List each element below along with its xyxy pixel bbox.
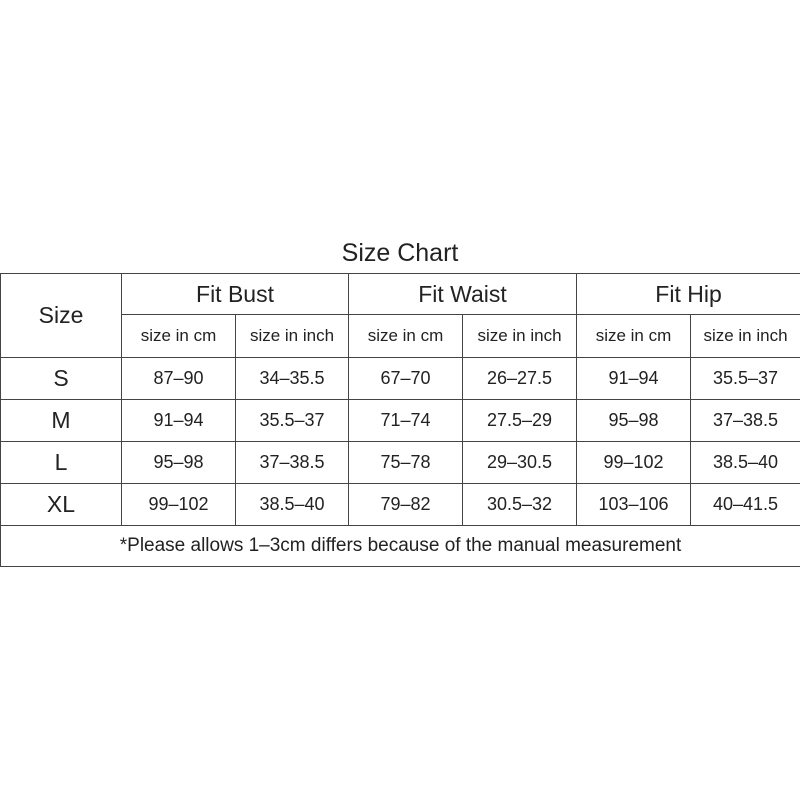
header-unit: size in cm (577, 315, 691, 358)
table-row (1, 442, 800, 484)
table-cell: 35.5–37 (236, 400, 349, 442)
table-cell: 103–106 (577, 484, 691, 526)
table-row (1, 358, 800, 400)
header-fit-bust: Fit Bust (122, 274, 349, 315)
header-unit: size in inch (691, 315, 800, 358)
table-cell: 37–38.5 (236, 442, 349, 484)
note-row (1, 526, 800, 567)
table-cell: 95–98 (122, 442, 236, 484)
header-unit: size in cm (122, 315, 236, 358)
row-size: M (1, 400, 122, 442)
row-size: XL (1, 484, 122, 526)
header-row-groups (1, 274, 800, 315)
header-unit: size in cm (349, 315, 463, 358)
header-fit-waist: Fit Waist (349, 274, 577, 315)
size-chart-table (0, 273, 800, 567)
table-row (1, 400, 800, 442)
table-cell: 38.5–40 (236, 484, 349, 526)
header-unit: size in inch (463, 315, 577, 358)
size-chart-title: Size Chart (341, 239, 459, 267)
table-cell: 75–78 (349, 442, 463, 484)
table-cell: 79–82 (349, 484, 463, 526)
table-cell: 40–41.5 (691, 484, 800, 526)
table-cell: 38.5–40 (691, 442, 800, 484)
measurement-note: *Please allows 1–3cm differs because of the manual measurement (1, 526, 800, 567)
row-size: S (1, 358, 122, 400)
table-cell: 29–30.5 (463, 442, 577, 484)
header-size: Size (1, 274, 122, 358)
table-cell: 35.5–37 (691, 358, 800, 400)
table-cell: 91–94 (122, 400, 236, 442)
table-cell: 37–38.5 (691, 400, 800, 442)
table-cell: 95–98 (577, 400, 691, 442)
header-fit-hip: Fit Hip (577, 274, 800, 315)
table-cell: 99–102 (577, 442, 691, 484)
table-cell: 99–102 (122, 484, 236, 526)
table-row (1, 484, 800, 526)
table-cell: 27.5–29 (463, 400, 577, 442)
row-size: L (1, 442, 122, 484)
table-cell: 30.5–32 (463, 484, 577, 526)
table-cell: 87–90 (122, 358, 236, 400)
table-cell: 34–35.5 (236, 358, 349, 400)
table-cell: 71–74 (349, 400, 463, 442)
header-unit: size in inch (236, 315, 349, 358)
table-cell: 91–94 (577, 358, 691, 400)
table-cell: 67–70 (349, 358, 463, 400)
table-cell: 26–27.5 (463, 358, 577, 400)
